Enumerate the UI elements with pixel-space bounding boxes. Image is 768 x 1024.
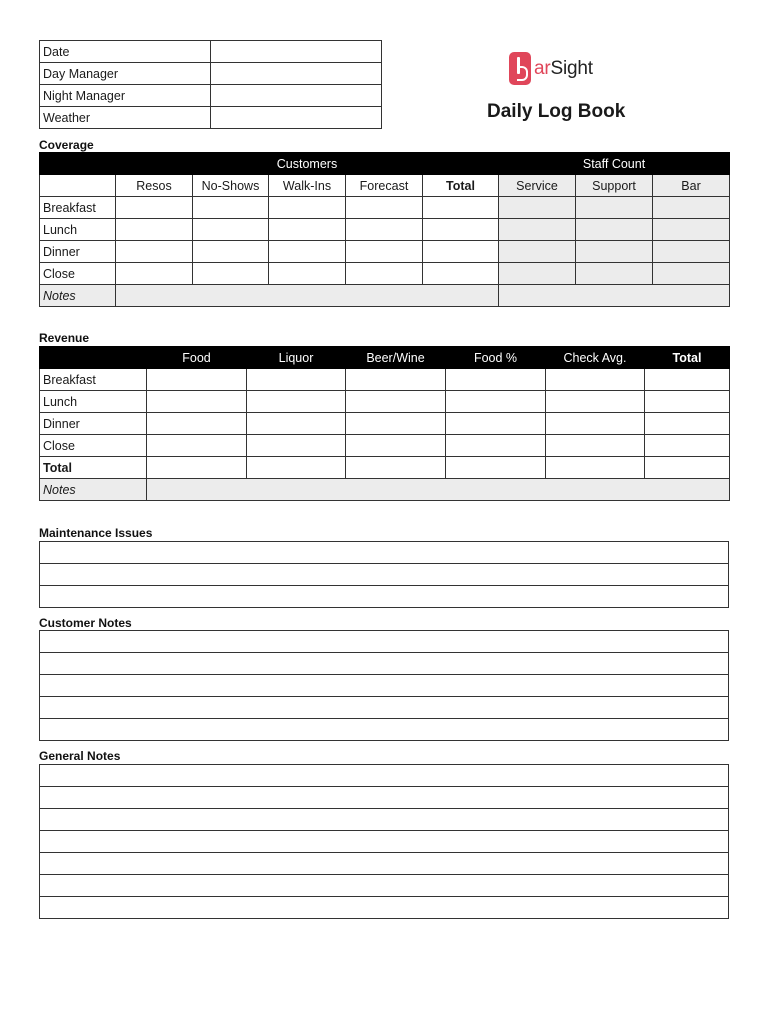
revenue-column-header: [40, 347, 730, 369]
row-label: Total: [40, 457, 147, 479]
writing-line[interactable]: [40, 564, 729, 586]
table-row: [40, 369, 730, 391]
writing-line[interactable]: [40, 719, 729, 741]
revenue-heading: Revenue: [39, 331, 90, 345]
writing-line[interactable]: [40, 875, 729, 897]
table-row: [40, 413, 730, 435]
column-header: Bar: [653, 175, 730, 197]
column-header: Service: [499, 175, 576, 197]
general-notes-heading: General Notes: [39, 749, 121, 763]
column-header: Check Avg.: [546, 347, 645, 369]
writing-line[interactable]: [40, 765, 729, 787]
logo-mark-icon: [509, 52, 531, 85]
table-row: [40, 263, 730, 285]
row-label: Breakfast: [40, 197, 116, 219]
customers-group-header: Customers: [116, 153, 499, 175]
column-header: Total: [645, 347, 730, 369]
writing-line[interactable]: [40, 831, 729, 853]
customer-notes-heading: Customer Notes: [39, 616, 132, 630]
weather-field[interactable]: [211, 107, 382, 129]
column-header: Support: [576, 175, 653, 197]
maintenance-heading: Maintenance Issues: [39, 526, 153, 540]
customers-notes-field[interactable]: [116, 285, 499, 307]
coverage-table: [39, 152, 730, 307]
day-manager-field[interactable]: [211, 63, 382, 85]
customer-notes-lines: [39, 630, 729, 741]
staff-count-group-header: Staff Count: [499, 153, 730, 175]
row-label: Close: [40, 263, 116, 285]
info-row-weather: [40, 107, 382, 129]
info-row-date: [40, 41, 382, 63]
table-row: [40, 241, 730, 263]
row-label: Lunch: [40, 391, 147, 413]
info-label: Night Manager: [40, 85, 211, 107]
logo-wordmark: arSight: [534, 57, 593, 79]
date-field[interactable]: [211, 41, 382, 63]
writing-line[interactable]: [40, 631, 729, 653]
column-header: Liquor: [247, 347, 346, 369]
table-row: [40, 219, 730, 241]
row-label: Close: [40, 435, 147, 457]
row-label: Breakfast: [40, 369, 147, 391]
notes-row: [40, 479, 730, 501]
writing-line[interactable]: [40, 853, 729, 875]
writing-line[interactable]: [40, 586, 729, 608]
column-header: Total: [423, 175, 499, 197]
info-label: Day Manager: [40, 63, 211, 85]
row-label: Lunch: [40, 219, 116, 241]
notes-row: [40, 285, 730, 307]
barsight-logo: [509, 50, 593, 86]
maintenance-lines: [39, 541, 729, 608]
table-row: [40, 391, 730, 413]
coverage-column-header: [40, 175, 730, 197]
night-manager-field[interactable]: [211, 85, 382, 107]
column-header: Forecast: [346, 175, 423, 197]
coverage-heading: Coverage: [39, 138, 94, 152]
notes-label: Notes: [40, 479, 147, 501]
writing-line[interactable]: [40, 897, 729, 919]
info-row-day-manager: [40, 63, 382, 85]
writing-line[interactable]: [40, 542, 729, 564]
writing-line[interactable]: [40, 653, 729, 675]
total-row: [40, 457, 730, 479]
revenue-notes-field[interactable]: [147, 479, 730, 501]
notes-label: Notes: [40, 285, 116, 307]
writing-line[interactable]: [40, 675, 729, 697]
row-label: Dinner: [40, 413, 147, 435]
revenue-table: [39, 346, 730, 501]
header-info-table: [39, 40, 382, 129]
general-notes-lines: [39, 764, 729, 919]
column-header: Beer/Wine: [346, 347, 446, 369]
column-header: No-Shows: [193, 175, 269, 197]
page-title: Daily Log Book: [487, 101, 626, 122]
coverage-group-header: [40, 153, 730, 175]
column-header: Food %: [446, 347, 546, 369]
writing-line[interactable]: [40, 697, 729, 719]
table-row: [40, 197, 730, 219]
row-label: Dinner: [40, 241, 116, 263]
writing-line[interactable]: [40, 809, 729, 831]
column-header: Resos: [116, 175, 193, 197]
table-row: [40, 435, 730, 457]
column-header: Food: [147, 347, 247, 369]
info-label: Weather: [40, 107, 211, 129]
info-row-night-manager: [40, 85, 382, 107]
staff-notes-field[interactable]: [499, 285, 730, 307]
writing-line[interactable]: [40, 787, 729, 809]
info-label: Date: [40, 41, 211, 63]
column-header: Walk-Ins: [269, 175, 346, 197]
